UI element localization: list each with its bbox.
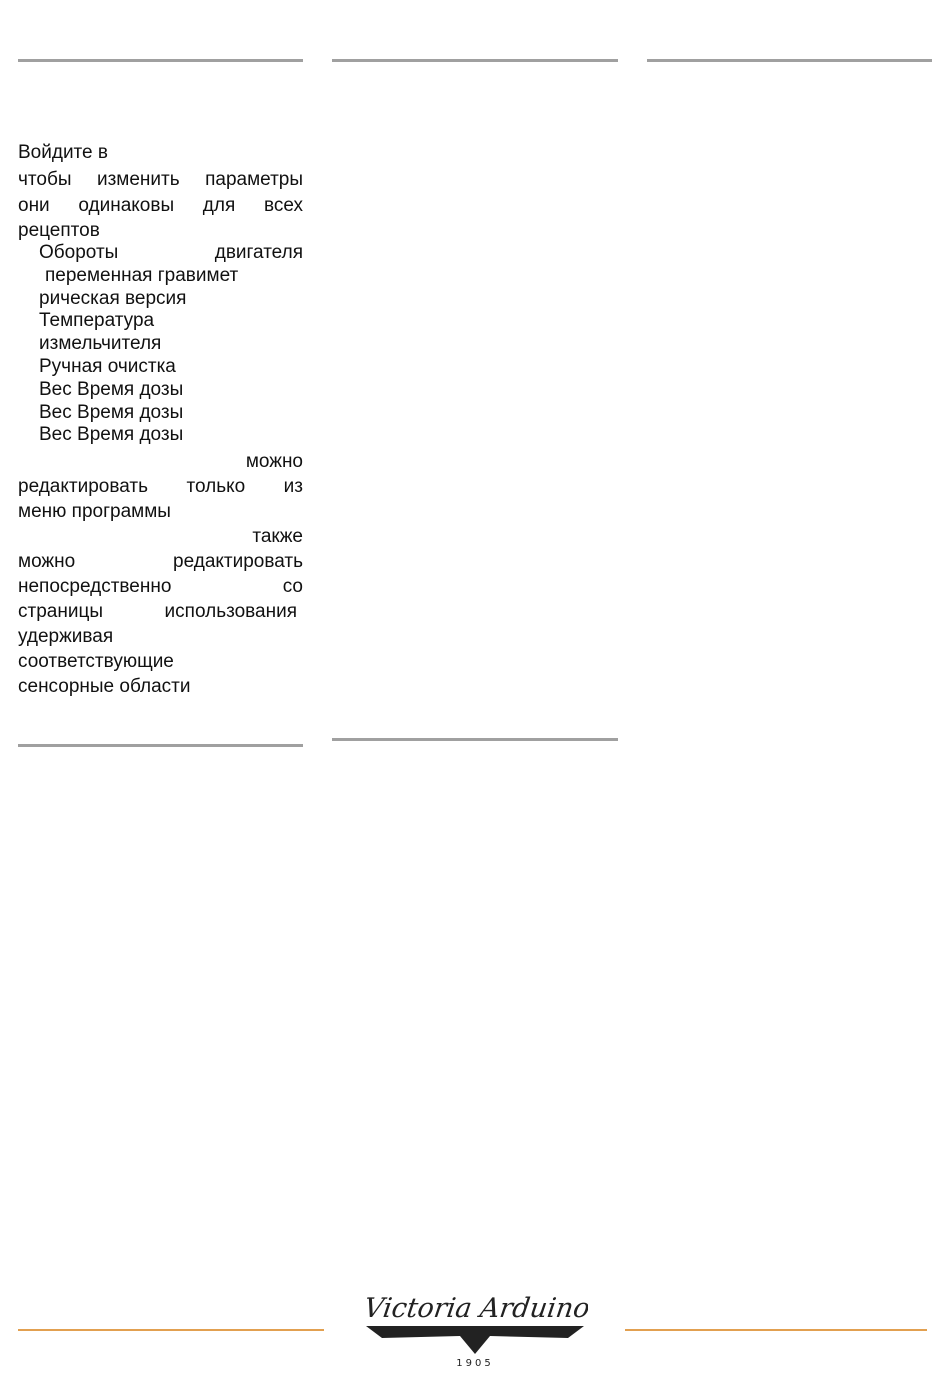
intro-line: чтобы изменить параметры [18, 169, 303, 190]
paragraph-line: можно редактировать [18, 551, 303, 573]
intro-line: Войдите в [18, 142, 108, 163]
list-item: Вес Время дозы [39, 378, 184, 400]
list-item: Вес Время дозы [39, 424, 184, 446]
list-item: Температура [39, 310, 155, 332]
footer-rule-right [625, 1329, 927, 1331]
list-item: Ручная очистка [39, 355, 176, 377]
list-item: Обороты двигателя [39, 242, 303, 263]
paragraph-line: также [252, 526, 303, 548]
list-item: Вес Время дозы [39, 401, 184, 423]
paragraph-line: сенсорные области [18, 676, 191, 698]
bottom-rule-center [332, 738, 618, 741]
top-rule-right [647, 59, 932, 62]
wing-emblem [366, 1326, 584, 1354]
list-item: измельчителя [39, 333, 162, 355]
footer-rule-left [18, 1329, 324, 1331]
brand-logo [362, 1286, 588, 1370]
top-rule-left [18, 59, 303, 62]
bottom-rule-left [18, 744, 303, 747]
list-item: переменная гравимет [45, 264, 239, 286]
brand-wordmark: Victoria Arduino [362, 1293, 588, 1324]
paragraph-line: редактировать только из [18, 476, 303, 498]
paragraph-line: удерживая [18, 626, 114, 648]
paragraph-line: можно [245, 451, 303, 473]
text-column [18, 139, 303, 699]
paragraph-line: страницы использования [18, 601, 297, 623]
paragraph-line: соответствующие [18, 651, 174, 673]
intro-line: рецептов [18, 220, 100, 241]
brand-year: 1905 [456, 1358, 494, 1369]
paragraph-line: непосредственно со [18, 576, 303, 598]
paragraph-line: меню программы [18, 501, 171, 523]
top-rule-center [332, 59, 618, 62]
intro-line: они одинаковы для всех [18, 195, 303, 216]
list-item: рическая версия [39, 287, 187, 309]
